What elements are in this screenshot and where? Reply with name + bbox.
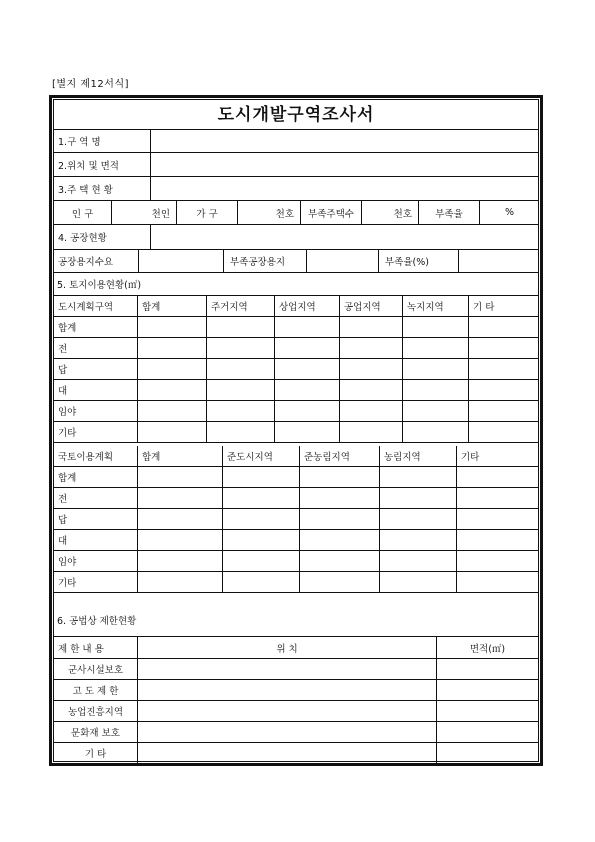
national-value-cell[interactable] [456, 488, 538, 508]
urban-value-cell[interactable] [206, 401, 274, 421]
urban-value-cell[interactable] [402, 401, 468, 421]
housing-shortage-label: 부족주택수 [300, 201, 361, 224]
national-value-cell[interactable] [137, 467, 222, 487]
restrict-value-cell[interactable] [137, 680, 436, 700]
national-row-label: 임야 [58, 557, 77, 568]
urban-row [54, 401, 538, 422]
urban-value-cell[interactable] [402, 422, 468, 442]
national-row [54, 509, 538, 530]
urban-value-cell[interactable] [274, 338, 339, 358]
national-value-cell[interactable] [222, 530, 299, 550]
national-header-3: 준농림지역 [299, 446, 379, 466]
urban-value-cell[interactable] [402, 380, 468, 400]
restrict-row-label: 농업진흥지역 [67, 707, 124, 718]
factory-demand-field[interactable] [138, 250, 223, 272]
national-value-cell[interactable] [379, 530, 456, 550]
households-label: 가 구 [176, 201, 237, 224]
national-row [54, 530, 538, 551]
restrict-value-cell[interactable] [436, 680, 538, 700]
urban-header-row [54, 296, 538, 317]
national-header-5: 기타 [456, 446, 538, 466]
housing-rate-label: 부족율 [418, 201, 479, 224]
urban-value-cell[interactable] [468, 422, 538, 442]
factory-rate-label: 부족율(%) [378, 250, 458, 272]
urban-header-4: 공업지역 [339, 296, 402, 316]
national-row-label: 전 [58, 494, 68, 505]
restrict-row [54, 659, 538, 680]
national-row [54, 467, 538, 488]
national-value-cell[interactable] [379, 572, 456, 592]
urban-row-label: 대 [58, 386, 68, 397]
national-value-cell[interactable] [222, 509, 299, 529]
national-row [54, 488, 538, 509]
urban-row-label: 기타 [58, 428, 77, 439]
national-header-1: 합계 [137, 446, 222, 466]
urban-value-cell[interactable] [402, 359, 468, 379]
national-value-cell[interactable] [456, 530, 538, 550]
restrict-value-cell[interactable] [137, 659, 436, 679]
urban-value-cell[interactable] [339, 359, 402, 379]
urban-header-2: 주거지역 [206, 296, 274, 316]
urban-value-cell[interactable] [402, 338, 468, 358]
survey-form [49, 95, 543, 766]
restrict-value-cell[interactable] [137, 701, 436, 721]
urban-header-1: 합계 [137, 296, 206, 316]
national-value-cell[interactable] [299, 488, 379, 508]
urban-value-cell[interactable] [206, 380, 274, 400]
national-value-cell[interactable] [456, 467, 538, 487]
restrict-value-cell[interactable] [436, 722, 538, 742]
urban-value-cell[interactable] [137, 359, 206, 379]
urban-value-cell[interactable] [274, 317, 339, 337]
national-value-cell[interactable] [456, 551, 538, 571]
restrict-header-row [54, 637, 538, 659]
restrict-row-label: 문화재 보호 [71, 728, 120, 739]
restrict-row-label: 군사시설보호 [67, 665, 124, 676]
factory-demand-label: 공장용지수요 [58, 257, 114, 268]
urban-value-cell[interactable] [206, 317, 274, 337]
national-row-label: 기타 [58, 578, 77, 589]
urban-value-cell[interactable] [402, 317, 468, 337]
urban-value-cell[interactable] [274, 380, 339, 400]
national-row-label: 대 [58, 536, 68, 547]
urban-value-cell[interactable] [206, 422, 274, 442]
national-value-cell[interactable] [222, 551, 299, 571]
urban-header-3: 상업지역 [274, 296, 339, 316]
restrict-header-1: 위 치 [137, 637, 436, 658]
national-value-cell[interactable] [456, 509, 538, 529]
restrict-header-0: 제 한 내 용 [58, 643, 104, 655]
row-factory-status [54, 225, 538, 250]
national-value-cell[interactable] [456, 572, 538, 592]
urban-row-label: 임야 [58, 407, 77, 418]
restrict-row [54, 680, 538, 701]
factory-shortage-label: 부족공장용지 [223, 250, 306, 272]
national-value-cell[interactable] [137, 551, 222, 571]
restrict-row-label: 고 도 제 한 [72, 686, 119, 697]
urban-value-cell[interactable] [339, 380, 402, 400]
national-row-label: 합계 [58, 473, 77, 484]
urban-header-6: 기 타 [468, 296, 538, 316]
national-value-cell[interactable] [299, 551, 379, 571]
urban-value-cell[interactable] [274, 422, 339, 442]
national-header-0: 국토이용계획 [58, 452, 114, 463]
restrict-title: 6. 공법상 제한현황 [57, 616, 137, 627]
restrict-row [54, 722, 538, 743]
housing-shortage-unit: 천호 [393, 208, 412, 220]
national-value-cell[interactable] [222, 467, 299, 487]
factory-status-field[interactable] [150, 225, 538, 249]
urban-row [54, 359, 538, 380]
urban-value-cell[interactable] [339, 338, 402, 358]
restrict-row [54, 701, 538, 722]
form-number-tag: [별지 제12서식] [52, 79, 130, 90]
national-header-4: 농림지역 [379, 446, 456, 466]
urban-row-label: 답 [58, 365, 68, 376]
urban-value-cell[interactable] [468, 317, 538, 337]
form-inner-frame [53, 99, 539, 762]
national-value-cell[interactable] [379, 488, 456, 508]
national-value-cell[interactable] [299, 467, 379, 487]
households-unit: 천호 [275, 208, 294, 220]
urban-value-cell[interactable] [137, 401, 206, 421]
national-value-cell[interactable] [379, 551, 456, 571]
row-housing-status [54, 177, 538, 201]
location-area-label: 2.위치 및 면적 [58, 160, 119, 172]
row-district-name [54, 130, 538, 153]
factory-status-label: 4. 공장현황 [58, 233, 107, 244]
urban-value-cell[interactable] [468, 401, 538, 421]
location-area-field[interactable] [150, 153, 538, 176]
district-name-field[interactable] [150, 130, 538, 152]
restrict-value-cell[interactable] [436, 701, 538, 721]
national-row [54, 551, 538, 572]
urban-header-0: 도시계획구역 [58, 302, 114, 313]
population-label: 인 구 [71, 208, 94, 220]
households-field[interactable] [237, 201, 300, 224]
district-name-label: 1.구 역 명 [58, 137, 101, 148]
urban-value-cell[interactable] [137, 380, 206, 400]
restrict-value-cell[interactable] [436, 743, 538, 763]
urban-value-cell[interactable] [137, 338, 206, 358]
row-restrict-title [54, 604, 538, 637]
row-location-area [54, 153, 538, 177]
urban-row [54, 338, 538, 359]
urban-value-cell[interactable] [468, 338, 538, 358]
urban-row-label: 전 [58, 344, 68, 355]
restrict-value-cell[interactable] [137, 722, 436, 742]
national-value-cell[interactable] [222, 572, 299, 592]
urban-value-cell[interactable] [468, 359, 538, 379]
factory-shortage-field[interactable] [306, 250, 378, 272]
national-row-label: 답 [58, 515, 68, 526]
urban-header-5: 녹지지역 [402, 296, 468, 316]
row-land-use-title [54, 273, 538, 296]
housing-rate-field[interactable] [479, 201, 538, 224]
urban-value-cell[interactable] [206, 359, 274, 379]
national-value-cell[interactable] [299, 530, 379, 550]
urban-row-label: 합계 [58, 323, 77, 334]
restrict-value-cell[interactable] [137, 743, 436, 763]
restrict-row-label: 기 타 [84, 749, 107, 760]
national-value-cell[interactable] [137, 572, 222, 592]
urban-value-cell[interactable] [206, 338, 274, 358]
restrict-value-cell[interactable] [436, 659, 538, 679]
population-field[interactable] [111, 201, 176, 224]
urban-value-cell[interactable] [137, 422, 206, 442]
land-use-title: 5. 토지이용현황(㎡) [57, 280, 142, 291]
row-factory-detail [54, 250, 538, 273]
row-housing-detail [54, 201, 538, 225]
national-value-cell[interactable] [299, 572, 379, 592]
restrict-row [54, 743, 538, 763]
factory-rate-field[interactable] [458, 250, 538, 272]
national-value-cell[interactable] [299, 509, 379, 529]
urban-row [54, 422, 538, 443]
form-title: 도시개발구역조사서 [54, 100, 538, 130]
national-row [54, 572, 538, 593]
national-value-cell[interactable] [222, 488, 299, 508]
urban-value-cell[interactable] [339, 401, 402, 421]
housing-status-label: 3.주 택 현 황 [58, 184, 113, 196]
urban-value-cell[interactable] [339, 317, 402, 337]
housing-shortage-field[interactable] [361, 201, 418, 224]
urban-value-cell[interactable] [137, 317, 206, 337]
national-value-cell[interactable] [137, 530, 222, 550]
population-unit: 천인 [151, 208, 170, 220]
urban-value-cell[interactable] [274, 401, 339, 421]
national-value-cell[interactable] [137, 509, 222, 529]
national-value-cell[interactable] [379, 467, 456, 487]
housing-rate-unit: % [504, 207, 514, 218]
urban-value-cell[interactable] [468, 380, 538, 400]
national-header-2: 준도시지역 [222, 446, 299, 466]
restrict-header-2: 면적(㎡) [436, 637, 538, 658]
housing-status-field[interactable] [150, 177, 538, 200]
urban-value-cell[interactable] [274, 359, 339, 379]
national-header-row [54, 446, 538, 467]
national-value-cell[interactable] [137, 488, 222, 508]
urban-row [54, 317, 538, 338]
national-value-cell[interactable] [379, 509, 456, 529]
urban-row [54, 380, 538, 401]
urban-value-cell[interactable] [339, 422, 402, 442]
